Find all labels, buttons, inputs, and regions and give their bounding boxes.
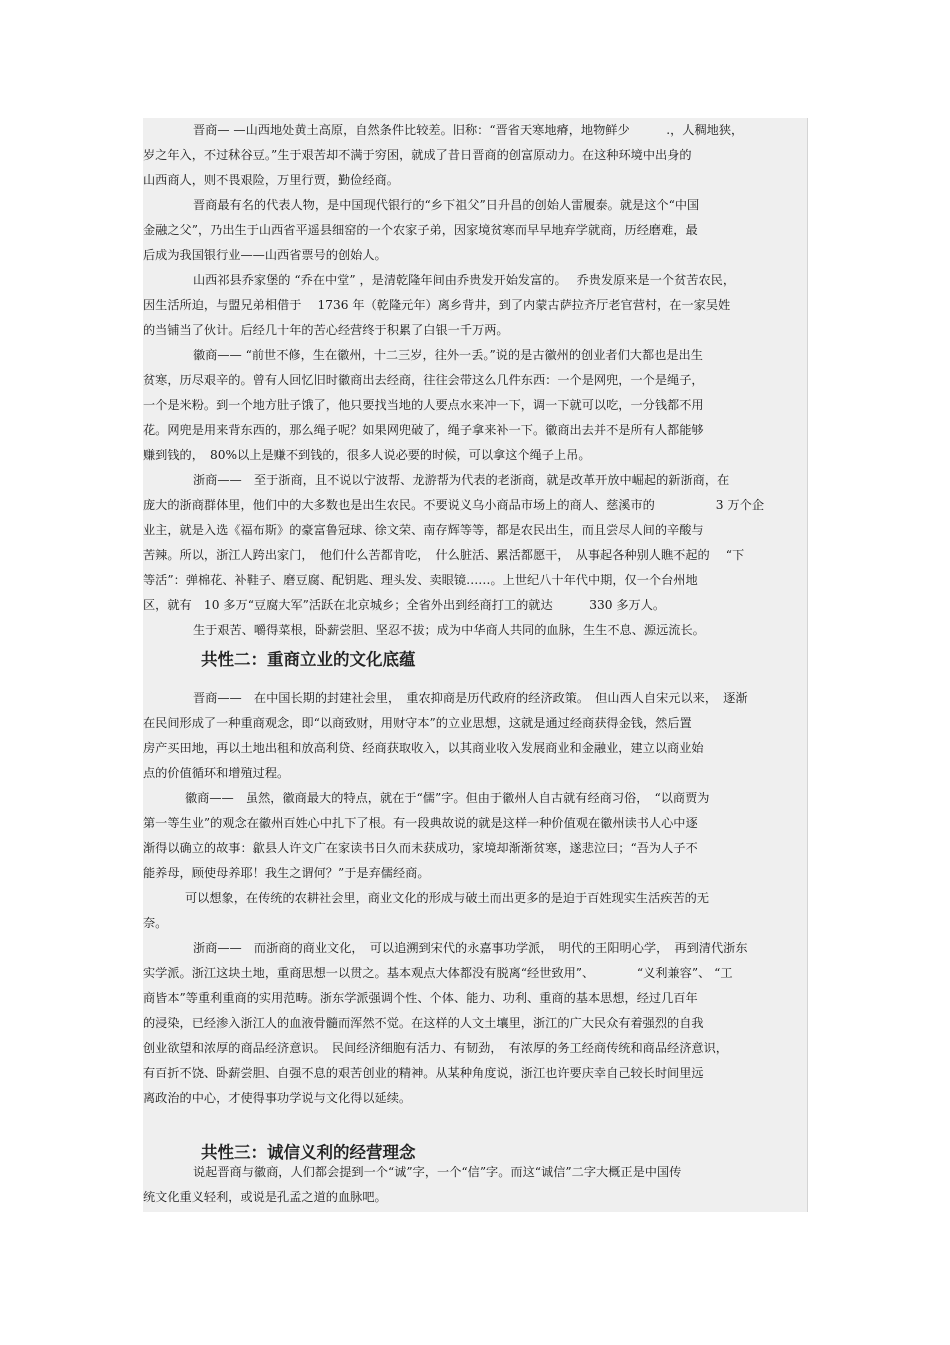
text-line: 生于艰苦、嚼得菜根，卧薪尝胆、坚忍不拔；成为中华商人共同的血脉，生生不息、源远流长。 bbox=[193, 623, 705, 637]
text-line: 说起晋商与徽商，人们都会提到一个“诚”字，一个“信”字。而这“诚信”二字大概正是中国传 bbox=[193, 1165, 682, 1179]
text-line: 花。网兜是用来背东西的，那么绳子呢？如果网兜破了，绳子拿来补一下。徽商出去并不是所有人都能够 bbox=[143, 423, 704, 437]
paragraph bbox=[143, 936, 807, 1111]
text-line: 统文化重义轻利，或说是孔孟之道的血脉吧。 bbox=[143, 1190, 387, 1204]
section-heading-commonality-3: 共性三：诚信义利的经营理念 bbox=[201, 1143, 416, 1162]
text-line: 苦辣。所以，浙江人跨出家门， 他们什么苦都肯吃， 什么脏活、累活都愿干， 从事起各种别人瞧不起的 “下 bbox=[143, 548, 745, 562]
text-line: 可以想象，在传统的农耕社会里，商业文化的形成与破土而出更多的是迫于百姓现实生活疾苦的无 bbox=[185, 891, 710, 905]
text-line: 浙商—— 而浙商的商业文化， 可以追溯到宋代的永嘉事功学派， 明代的王阳明心学， 再到清代浙东 bbox=[193, 941, 748, 955]
text-line: 渐得以确立的故事：歙县人许文广在家读书日久而未获成功，家境却渐渐贫寒，遂悲泣曰；“吾为人子不 bbox=[143, 841, 698, 855]
text-line: 晋商—— 在中国长期的封建社会里， 重农抑商是历代政府的经济政策。 但山西人自宋元以来， 逐渐 bbox=[193, 691, 748, 705]
text-line: 山西商人，则不畏艰险，万里行贾，勤俭经商。 bbox=[143, 173, 399, 187]
text-line: 能养母，顾使母养耶！我生之谓何？”于是弃儒经商。 bbox=[143, 866, 430, 880]
text-line: 第一等生业”的观念在徽州百姓心中扎下了根。有一段典故说的就是这样一种价值观在徽州读书人心中逐 bbox=[143, 816, 698, 830]
text-line: 一个是米粉。到一个地方肚子饿了，他只要找当地的人要点水来冲一下，调一下就可以吃，一分钱都不用 bbox=[143, 398, 704, 412]
paragraph bbox=[143, 886, 807, 936]
paragraph bbox=[143, 193, 807, 268]
section-commercial-culture bbox=[143, 686, 807, 1111]
section-integrity-philosophy bbox=[143, 1160, 807, 1210]
text-line: 后成为我国银行业——山西省票号的创始人。 bbox=[143, 248, 387, 262]
text-line: 业主，就是入选《福布斯》的豪富鲁冠球、徐文荣、南存辉等等，都是农民出生，而且尝尽人间的辛酸与 bbox=[143, 523, 704, 537]
text-line: 金融之父”，乃出生于山西省平遥县细窑的一个农家子弟，因家境贫寒而早早地弃学就商，历经磨难，最 bbox=[143, 223, 698, 237]
text-line: 晋商— —山西地处黄土高原，自然条件比较差。旧称：“晋省天寒地瘠，地物鲜少 .，人稠地狭， bbox=[193, 123, 744, 137]
document-page bbox=[143, 118, 808, 1212]
text-line: 庞大的浙商群体里，他们中的大多数也是出生农民。不要说义乌小商品市场上的商人、慈溪市的 3 万个企 bbox=[143, 498, 765, 512]
text-line: 房产买田地，再以土地出租和放高利贷、经商获取收入，以其商业收入发展商业和金融业，建立以商业始 bbox=[143, 741, 704, 755]
text-line: 离政治的中心，才使得事功学说与文化得以延续。 bbox=[143, 1091, 412, 1105]
text-line: 实学派。浙江这块土地，重商思想一以贯之。基本观点大体都没有脱离“经世致用”、 “义利兼容”、 “工 bbox=[143, 966, 733, 980]
text-line: 创业欲望和浓厚的商品经济意识。 民间经济细胞有活力、有韧劲， 有浓厚的务工经商传统和商品经济意识， bbox=[143, 1041, 728, 1055]
paragraph bbox=[143, 343, 807, 468]
section-heading-commonality-2: 共性二：重商立业的文化底蕴 bbox=[201, 650, 416, 669]
text-line: 徽商—— “前世不修，生在徽州，十二三岁，往外一丢。”说的是古徽州的创业者们大都也是出生 bbox=[193, 348, 703, 362]
text-line: 点的价值循环和增殖过程。 bbox=[143, 766, 290, 780]
text-line: 等活”：弹棉花、补鞋子、磨豆腐、配钥匙、理头发、卖眼镜……。上世纪八十年代中期，仅一个台州地 bbox=[143, 573, 698, 587]
paragraph bbox=[143, 786, 807, 886]
text-line: 晋商最有名的代表人物，是中国现代银行的“乡下祖父”日升昌的创始人雷履泰。就是这个“中国 bbox=[193, 198, 700, 212]
section-merchants-origins bbox=[143, 118, 807, 643]
text-line: 浙商—— 至于浙商，且不说以宁波帮、龙游帮为代表的老浙商，就是改革开放中崛起的新浙商，在 bbox=[193, 473, 730, 487]
paragraph bbox=[143, 618, 807, 643]
paragraph bbox=[143, 468, 807, 618]
text-line: 贫寒，历尽艰辛的。曾有人回忆旧时徽商出去经商，往往会带这么几件东西：一个是网兜，一个是绳子， bbox=[143, 373, 704, 387]
paragraph bbox=[143, 268, 807, 343]
text-line: 商皆本”等重利重商的实用范畴。浙东学派强调个性、个体、能力、功利、重商的基本思想，经过几百年 bbox=[143, 991, 698, 1005]
text-line: 岁之年入，不过秫谷豆。”生于艰苦却不满于穷困，就成了昔日晋商的创富原动力。在这种环境中出身的 bbox=[143, 148, 692, 162]
paragraph bbox=[143, 1160, 807, 1210]
text-line: 因生活所迫，与盟兄弟相借于 1736 年（乾隆元年）离乡背井，到了内蒙古萨拉齐厅老官营村，在一家吴姓 bbox=[143, 298, 731, 312]
text-line: 山西祁县乔家堡的 “乔在中堂” ，是清乾隆年间由乔贵发开始发富的。 乔贵发原来是一个贫苦农民， bbox=[193, 273, 736, 287]
text-line: 赚到钱的， 80%以上是赚不到钱的，很多人说必要的时候，可以拿这个绳子上吊。 bbox=[143, 448, 591, 462]
text-line: 在民间形成了一种重商观念，即“以商致财，用财守本”的立业思想，这就是通过经商获得金钱，然后置 bbox=[143, 716, 692, 730]
text-line: 区，就有 10 多万“豆腐大军”活跃在北京城乡；全省外出到经商打工的就达 330 多万人。 bbox=[143, 598, 666, 612]
paragraph bbox=[143, 118, 807, 193]
text-line: 的当铺当了伙计。后经几十年的苦心经营终于积累了白银一千万两。 bbox=[143, 323, 509, 337]
text-line: 的浸染，已经渗入浙江人的血液骨髓而浑然不觉。在这样的人文土壤里，浙江的广大民众有着强烈的自我 bbox=[143, 1016, 704, 1030]
text-line: 徽商—— 虽然，徽商最大的特点，就在于“儒”字。但由于徽州人自古就有经商习俗， “以商贾为 bbox=[185, 791, 710, 805]
text-line: 奈。 bbox=[143, 916, 168, 930]
text-line: 有百折不饶、卧薪尝胆、自强不息的艰苦创业的精神。从某种角度说，浙江也许要庆幸自己较长时间里远 bbox=[143, 1066, 704, 1080]
paragraph bbox=[143, 686, 807, 786]
